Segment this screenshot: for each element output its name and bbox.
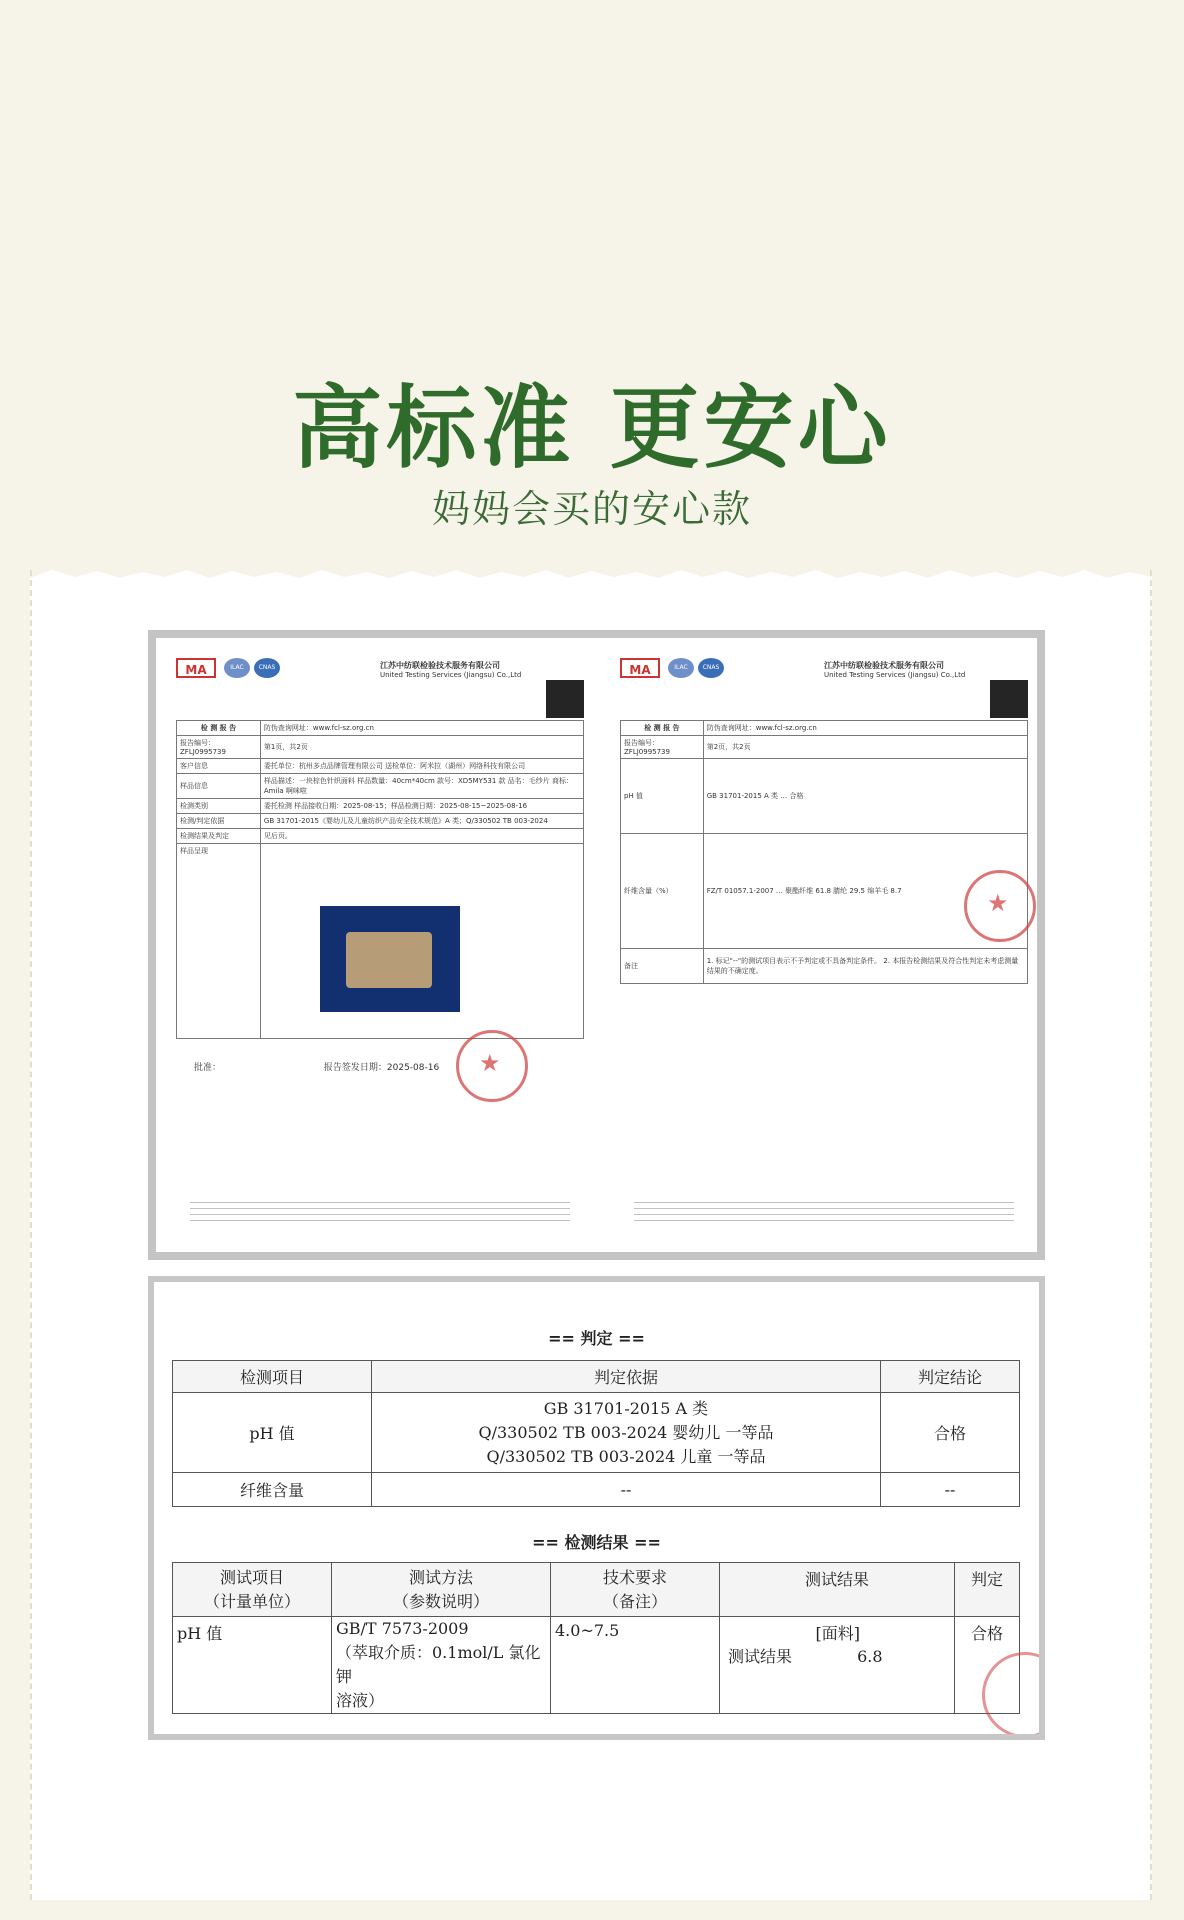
- report-footer-lines: [190, 1202, 570, 1226]
- method-line: 溶液）: [336, 1691, 385, 1710]
- result-value-cell: [720, 1617, 955, 1714]
- row-value: 样品描述：一块棕色针织面料 样品数量：40cm*40cm 款号：XD5MY531 款 品名：毛纱片 商标：Amila 啊咪啦: [260, 774, 583, 799]
- report-page-1: [170, 648, 590, 1238]
- row-value: 委托检测 样品接收日期：2025-08-15；样品检测日期：2025-08-15~2025-08-16: [260, 799, 583, 814]
- report-scan-inner: [156, 638, 1037, 1252]
- result-requirement: 4.0~7.5: [551, 1617, 720, 1714]
- header-line: （计量单位）: [203, 1591, 300, 1611]
- result-item: pH 值: [173, 1617, 332, 1714]
- page-number: 第1页，共2页: [260, 736, 583, 759]
- zoom-detail-inner: [154, 1282, 1039, 1734]
- cnas-logo: CNAS: [698, 658, 724, 678]
- header-line: （备注）: [602, 1591, 667, 1611]
- result-method: [332, 1617, 551, 1714]
- row-value: GB 31701-2015 A 类 … 合格: [703, 759, 1027, 834]
- query-site: 防伪查询网址：www.fcl-sz.org.cn: [703, 721, 1027, 736]
- qr-code-icon: [990, 680, 1028, 718]
- report-title: 检 测 报 告: [177, 721, 261, 736]
- method-line: （萃取介质：0.1mol/L 氯化钾: [336, 1643, 541, 1686]
- approver-line: [194, 1060, 439, 1073]
- row-value: 1. 标记"--"的测试项目表示不予判定或不具备判定条件。 2. 本报告检测结果及符合性判定未考虑测量结果的不确定度。: [703, 949, 1027, 984]
- row-value: 见后页。: [260, 829, 583, 844]
- judgement-table: [172, 1360, 1020, 1507]
- result-label: 测试结果: [728, 1647, 793, 1666]
- row-value: 委托单位：杭州多点品牌管理有限公司 送检单位：阿米拉（湖州）网络科技有限公司: [260, 759, 583, 774]
- judgement-result: 合格: [881, 1393, 1020, 1473]
- judgement-basis: --: [372, 1473, 881, 1507]
- company-en: United Testing Services (Jiangsu) Co.,Ltd: [824, 671, 966, 679]
- row-key: 检测/判定依据: [177, 814, 261, 829]
- col-header: 判定: [955, 1563, 1020, 1617]
- cnas-logo: CNAS: [254, 658, 280, 678]
- judgement-title: == 判定 ==: [548, 1329, 645, 1348]
- header-line: 测试项目: [219, 1567, 284, 1587]
- row-value: GB 31701-2015《婴幼儿及儿童纺织产品安全技术规范》A 类；Q/330502 TB 003-2024: [260, 814, 583, 829]
- results-table: [172, 1562, 1020, 1714]
- judgement-basis: [372, 1393, 881, 1473]
- col-header: 判定依据: [372, 1361, 881, 1393]
- header-line: （参数说明）: [392, 1591, 489, 1611]
- official-stamp-icon: [456, 1030, 528, 1102]
- cert-logos: [620, 658, 800, 680]
- report-footer-lines: [634, 1202, 1014, 1226]
- header-line: 测试方法: [408, 1567, 473, 1587]
- fabric-label: [面料]: [815, 1624, 860, 1643]
- report-result-table: [620, 720, 1028, 984]
- row-key: 客户信息: [177, 759, 261, 774]
- col-header: 检测项目: [173, 1361, 372, 1393]
- headline: 高标准 更安心: [292, 376, 892, 481]
- report-scan: [148, 630, 1045, 1260]
- page-number: 第2页，共2页: [703, 736, 1027, 759]
- col-header: [173, 1563, 332, 1617]
- result-verdict: 合格: [955, 1617, 1020, 1714]
- report-title: 检 测 报 告: [621, 721, 704, 736]
- basis-line: Q/330502 TB 003-2024 儿童 一等品: [486, 1446, 766, 1466]
- qr-code-icon: [546, 680, 584, 718]
- ilac-logo: ILAC: [224, 658, 250, 678]
- approver-label: 批准：: [194, 1063, 222, 1073]
- cert-logos: [176, 658, 356, 680]
- ma-logo: MA: [176, 658, 216, 678]
- judgement-item: 纤维含量: [173, 1473, 372, 1507]
- report-number: 报告编号：ZFLJ0995739: [621, 736, 704, 759]
- result-value: 6.8: [857, 1647, 883, 1666]
- subline: 妈妈会买的安心款: [431, 487, 752, 531]
- official-stamp-icon: [964, 870, 1036, 942]
- query-site: 防伪查询网址：www.fcl-sz.org.cn: [260, 721, 583, 736]
- ma-logo: MA: [620, 658, 660, 678]
- basis-line: Q/330502 TB 003-2024 婴幼儿 一等品: [478, 1422, 774, 1442]
- judgement-result: --: [881, 1473, 1020, 1507]
- zoom-detail: [148, 1276, 1045, 1740]
- fabric-swatch: [346, 932, 432, 988]
- result-line: [724, 1644, 950, 1667]
- ilac-logo: ILAC: [668, 658, 694, 678]
- col-header: [551, 1563, 720, 1617]
- report-page-2: [614, 648, 1034, 1238]
- report-number: 报告编号：ZFLJ0995739: [177, 736, 261, 759]
- col-header: 测试结果: [720, 1563, 955, 1617]
- results-title: == 检测结果 ==: [532, 1533, 661, 1552]
- row-key: 样品呈现: [177, 844, 261, 1039]
- company-name: [380, 660, 521, 679]
- sign-date: 报告签发日期：2025-08-16: [323, 1063, 440, 1073]
- judgement-item: pH 值: [173, 1393, 372, 1473]
- row-value: FZ/T 01057.1-2007 … 聚酯纤维 61.8 腈纶 29.5 绵羊毛 8.7: [703, 834, 1027, 949]
- row-key: 备注: [621, 949, 704, 984]
- company-name: [824, 660, 965, 679]
- row-key: 检测结果及判定: [177, 829, 261, 844]
- col-header: 判定结论: [881, 1361, 1020, 1393]
- row-key: 样品信息: [177, 774, 261, 799]
- company-en: United Testing Services (Jiangsu) Co.,Ltd: [380, 671, 522, 679]
- row-key: 纤维含量（%）: [621, 834, 704, 949]
- fabric-sample-photo: [320, 906, 460, 1012]
- row-key: 检测类别: [177, 799, 261, 814]
- row-key: pH 值: [621, 759, 704, 834]
- header-line: 技术要求: [602, 1567, 667, 1587]
- method-line: GB/T 7573-2009: [336, 1619, 469, 1638]
- company-cn: 江苏中纺联检验技术服务有限公司: [824, 661, 944, 670]
- col-header: [332, 1563, 551, 1617]
- company-cn: 江苏中纺联检验技术服务有限公司: [380, 661, 500, 670]
- basis-line: GB 31701-2015 A 类: [543, 1398, 709, 1418]
